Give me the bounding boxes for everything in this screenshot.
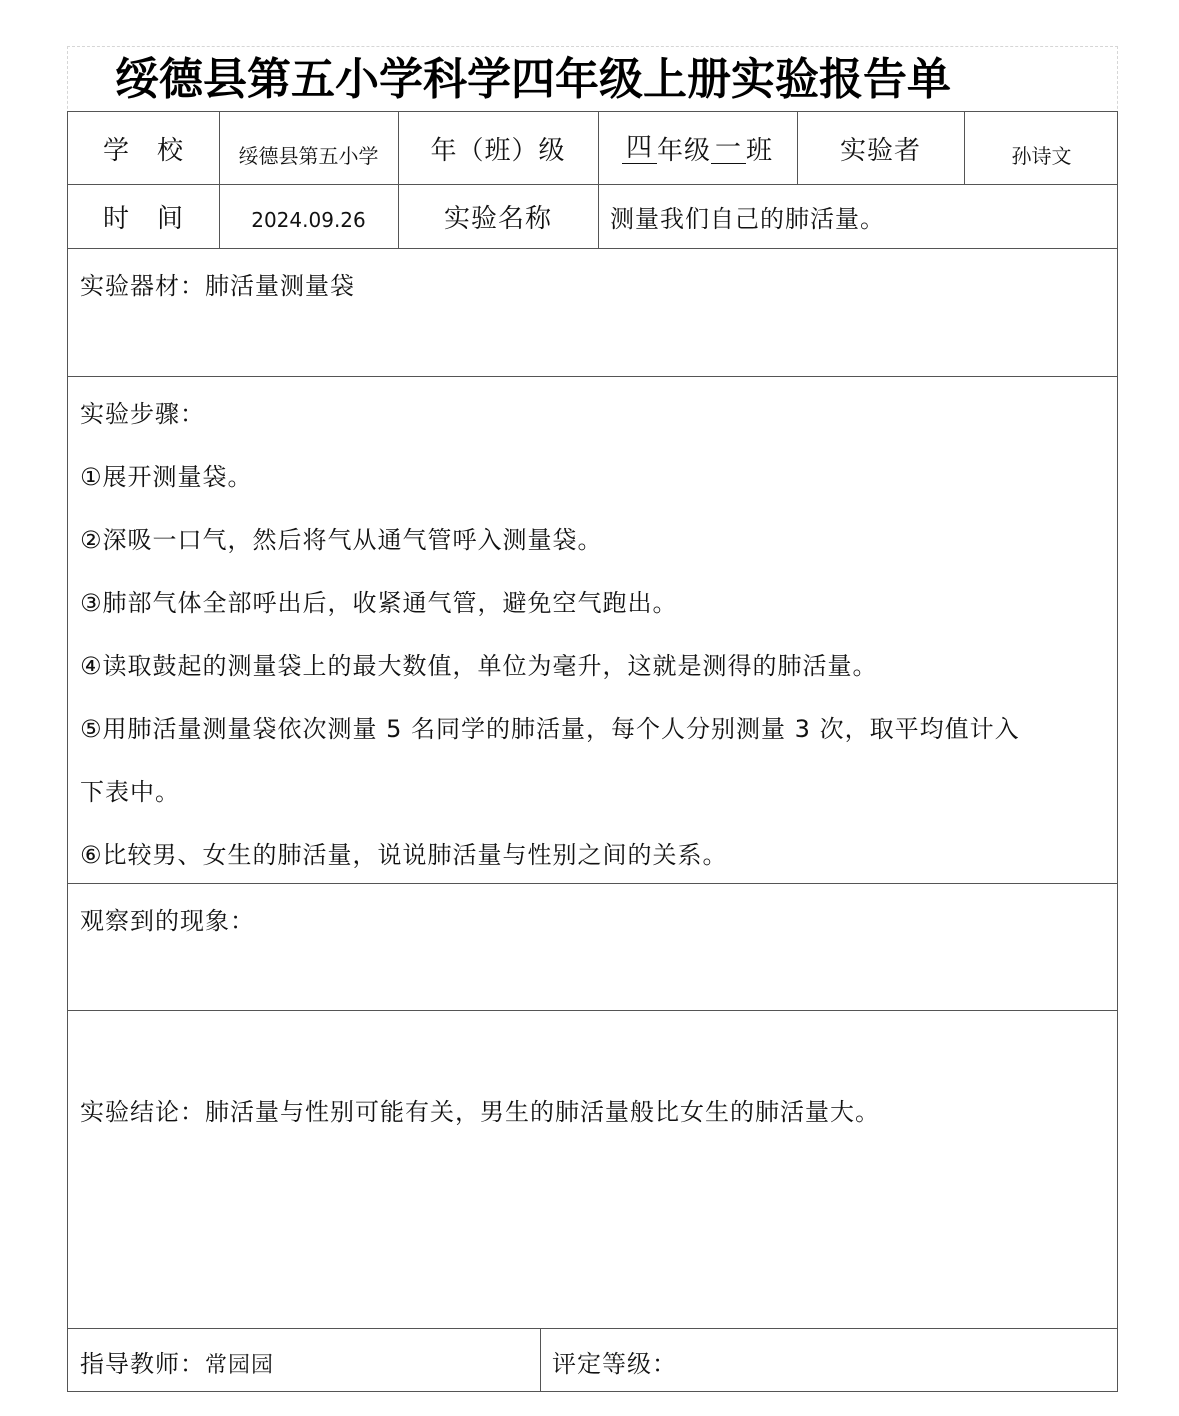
step-item: ④读取鼓起的测量袋上的最大数值，单位为毫升，这就是测得的肺活量。 bbox=[80, 652, 878, 680]
experiment-name-label: 实验名称 bbox=[443, 203, 552, 234]
materials-label: 实验器材： bbox=[80, 272, 205, 300]
experimenter-value: 孙诗文 bbox=[1011, 143, 1072, 168]
conclusion-line bbox=[80, 1092, 880, 1127]
grade-class-value bbox=[598, 112, 797, 184]
grade-value: 四 bbox=[622, 133, 657, 164]
conclusion-value: 肺活量与性别可能有关，男生的肺活量般比女生的肺活量大。 bbox=[205, 1098, 880, 1126]
time-value: 2024.09.26 bbox=[251, 208, 366, 232]
observation-label: 观察到的现象： bbox=[80, 907, 255, 935]
step-item: ⑥比较男、女生的肺活量，说说肺活量与性别之间的关系。 bbox=[80, 841, 728, 869]
report-sheet bbox=[67, 111, 1118, 1392]
row-divider bbox=[68, 376, 1117, 377]
grade-class-label: 年（班）级 bbox=[430, 135, 566, 166]
teacher-line bbox=[80, 1344, 274, 1379]
row-divider bbox=[68, 1010, 1117, 1011]
grade-word: 年级 bbox=[656, 135, 711, 166]
experimenter-label: 实验者 bbox=[839, 135, 921, 166]
school-value: 绥德县第五小学 bbox=[238, 143, 379, 168]
col-divider bbox=[540, 1328, 541, 1392]
materials-value: 肺活量测量袋 bbox=[205, 272, 355, 300]
step-item: ③肺部气体全部呼出后，收紧通气管，避免空气跑出。 bbox=[80, 589, 678, 617]
evaluation-grade-label: 评定等级： bbox=[552, 1350, 677, 1378]
conclusion-label: 实验结论： bbox=[80, 1098, 205, 1126]
teacher-value: 常园园 bbox=[205, 1353, 275, 1378]
steps-label: 实验步骤： bbox=[80, 400, 205, 428]
report-title: 绥德县第五小学科学四年级上册实验报告单 bbox=[115, 54, 951, 105]
time-label: 时 间 bbox=[102, 203, 184, 234]
step-item: ①展开测量袋。 bbox=[80, 463, 253, 491]
row-divider bbox=[68, 883, 1117, 884]
materials-line bbox=[80, 266, 355, 301]
step-item: 下表中。 bbox=[80, 778, 180, 806]
experiment-name-value: 测量我们自己的肺活量。 bbox=[610, 204, 885, 233]
teacher-label: 指导教师： bbox=[80, 1350, 205, 1378]
step-item: ⑤用肺活量测量袋依次测量 5 名同学的肺活量，每个人分别测量 3 次，取平均值计入 bbox=[80, 715, 1020, 743]
step-item: ②深吸一口气，然后将气从通气管呼入测量袋。 bbox=[80, 526, 603, 554]
class-word: 班 bbox=[746, 135, 774, 166]
row-divider bbox=[68, 1328, 1117, 1329]
class-value: 一 bbox=[711, 133, 746, 164]
school-label: 学 校 bbox=[102, 135, 184, 166]
